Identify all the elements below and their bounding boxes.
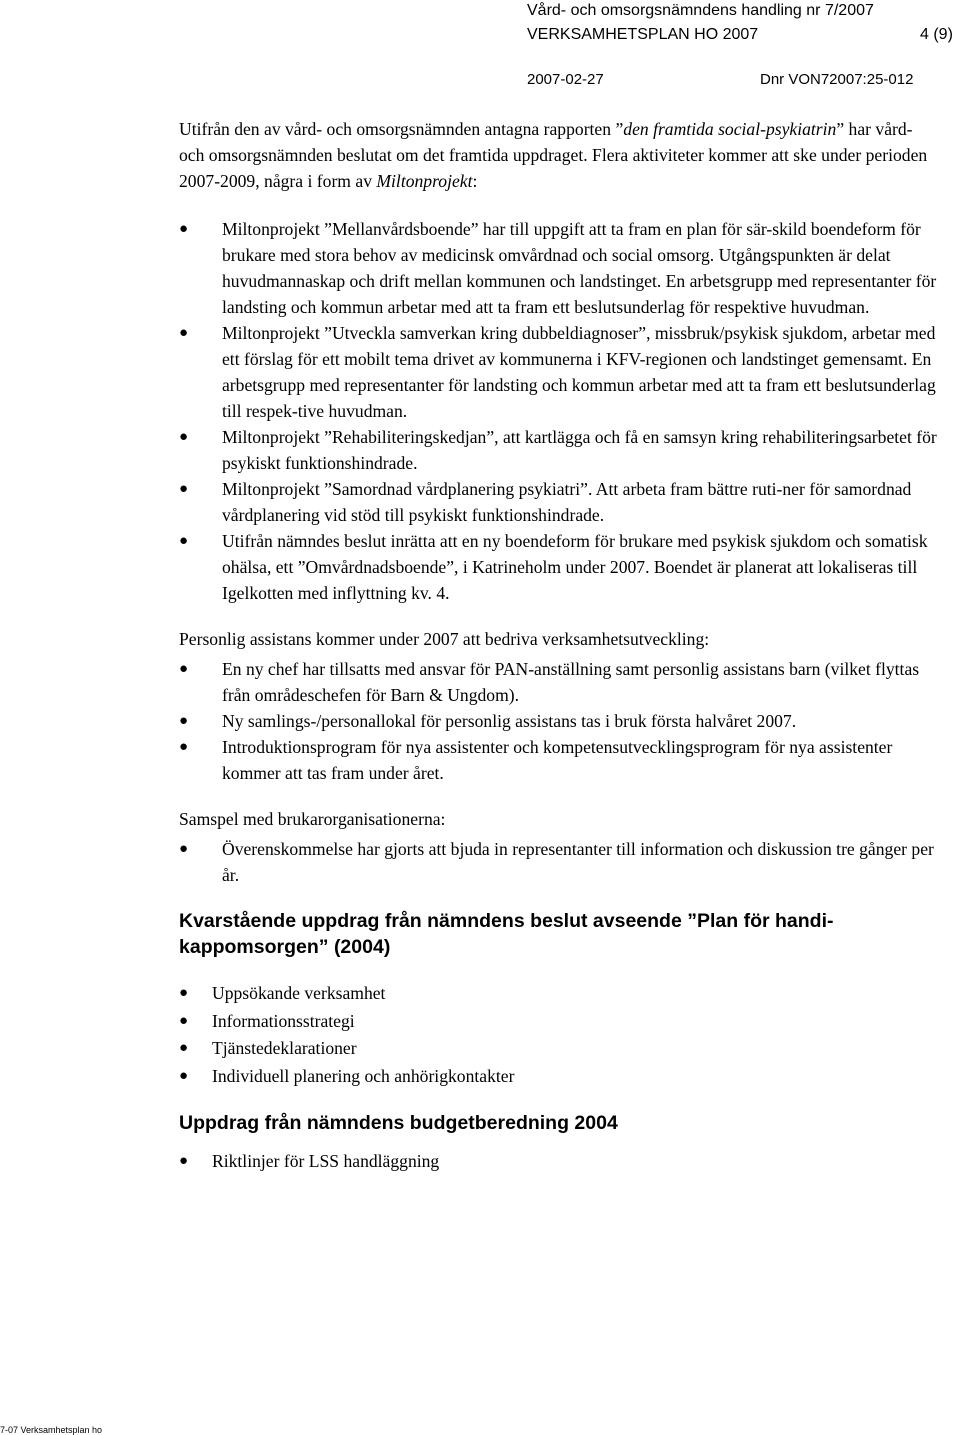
bullet-icon: ● (179, 325, 189, 341)
budget-list (179, 1148, 939, 1174)
plan-title: VERKSAMHETSPLAN HO 2007 (527, 26, 759, 43)
list-item: ● Tjänstedeklarationer (179, 1035, 939, 1063)
report-title: den framtida social-psykiatrin (623, 119, 837, 139)
document-date: 2007-02-27 (527, 71, 604, 88)
list-item: ● Uppsökande verksamhet (179, 980, 939, 1008)
bullet-icon: ● (179, 429, 189, 445)
document-body (179, 116, 939, 1194)
milton-project-list (179, 216, 939, 606)
bullet-icon: ● (179, 841, 189, 857)
page-footer: 7-07 Verksamhetsplan ho (0, 1425, 103, 1435)
list-item: ● Informationsstrategi (179, 1008, 939, 1036)
intro-paragraph: Utifrån den av vård- och omsorgsnämnden antagna rapporten ”den framtida social-psykiatrin” har vård- och omsorgsnämnden beslutat om det framtida uppdraget. Flera aktiviteter kommer att ske under perioden 2007-2009, några i form av Miltonprojekt: (179, 119, 928, 191)
samspel-list (179, 836, 939, 888)
list-item: ● Miltonprojekt ”Utveckla samverkan kring dubbeldiagnoser”, missbruk/psykisk sjukdom, arbetar med ett förslag för ett mobilt tema drivet av kommunerna i KFV-regionen och landstinget gemensamt. En arbetsgrupp med representanter för landsting och kommun arbetar med att ta fram ett beslutsunderlag till respek-tive huvudman. (179, 320, 939, 424)
list-item: ● Miltonprojekt ”Rehabiliteringskedjan”, att kartlägga och få en samsyn kring rehabiliteringsarbetet för psykiskt funktionshindrade. (179, 424, 939, 476)
list-item: ● Miltonprojekt ”Mellanvårdsboende” har till uppgift att ta fram en plan för sär-skild boendeform för brukare med stora behov av medicinsk omvårdnad och social omsorg. Utgångspunkten är delat huvudmannaskap och drift mellan kommunen och landstinget. En arbetsgrupp med representanter för landsting och kommun arbetar med att ta fram ett beslutsunderlag för respektive huvudman. (179, 216, 939, 320)
list-item: ● Individuell planering och anhörigkontakter (179, 1063, 939, 1091)
assistans-intro: Personlig assistans kommer under 2007 att bedriva verksamhetsutveckling: (179, 629, 710, 649)
bullet-icon: ● (179, 739, 189, 755)
list-item: ● En ny chef har tillsatts med ansvar för PAN-anställning samt personlig assistans barn (vilket flyttas från områdeschefen för Barn & Ungdom). (179, 656, 939, 708)
bullet-icon: ● (179, 713, 189, 729)
bullet-icon: ● (179, 985, 189, 1001)
list-item: ● Miltonprojekt ”Samordnad vårdplanering psykiatri”. Att arbeta fram bättre ruti-ner för samordnad vårdplanering vid stöd till psykiskt funktionshindrade. (179, 476, 939, 528)
bullet-icon: ● (179, 1012, 189, 1029)
samspel-intro: Samspel med brukarorganisationerna: (179, 809, 446, 829)
list-item: ● Överenskommelse har gjorts att bjuda in representanter till information och diskussion tre gånger per år. (179, 836, 939, 888)
list-item: ● Ny samlings-/personallokal för personlig assistans tas i bruk första halvåret 2007. (179, 708, 939, 734)
milton-term: Miltonprojekt (376, 171, 473, 191)
document-title: Vård- och omsorgsnämndens handling nr 7/2007 (527, 2, 874, 19)
page-number: 4 (9) (920, 26, 953, 43)
bullet-icon: ● (179, 533, 189, 549)
bullet-icon: ● (179, 1153, 189, 1169)
bullet-icon: ● (179, 481, 189, 497)
section-heading-kvarstaende: Kvarstående uppdrag från nämndens beslut avseende ”Plan för handi-kappomsorgen” (2004) (179, 910, 834, 958)
page-header (0, 0, 960, 88)
section-heading-budget: Uppdrag från nämndens budgetberedning 2004 (179, 1112, 618, 1134)
list-item: ● Riktlinjer för LSS handläggning (179, 1148, 939, 1174)
diary-number: Dnr VON72007:25-012 (760, 71, 914, 88)
bullet-icon: ● (179, 1067, 189, 1084)
list-item: ● Utifrån nämndes beslut inrätta att en ny boendeform för brukare med psykisk sjukdom och somatisk ohälsa, ett ”Omvårdnadsboende”, i Katrineholm under 2007. Boendet är planerat att lokaliseras till Igelkotten med inflyttning kv. 4. (179, 528, 939, 606)
bullet-icon: ● (179, 1040, 189, 1056)
bullet-icon: ● (179, 221, 189, 237)
assistans-list (179, 656, 939, 786)
bullet-icon: ● (179, 661, 189, 677)
kvarstaende-list (179, 980, 939, 1090)
list-item: ● Introduktionsprogram för nya assistenter och kompetensutvecklingsprogram för nya assistenter kommer att tas fram under året. (179, 734, 939, 786)
